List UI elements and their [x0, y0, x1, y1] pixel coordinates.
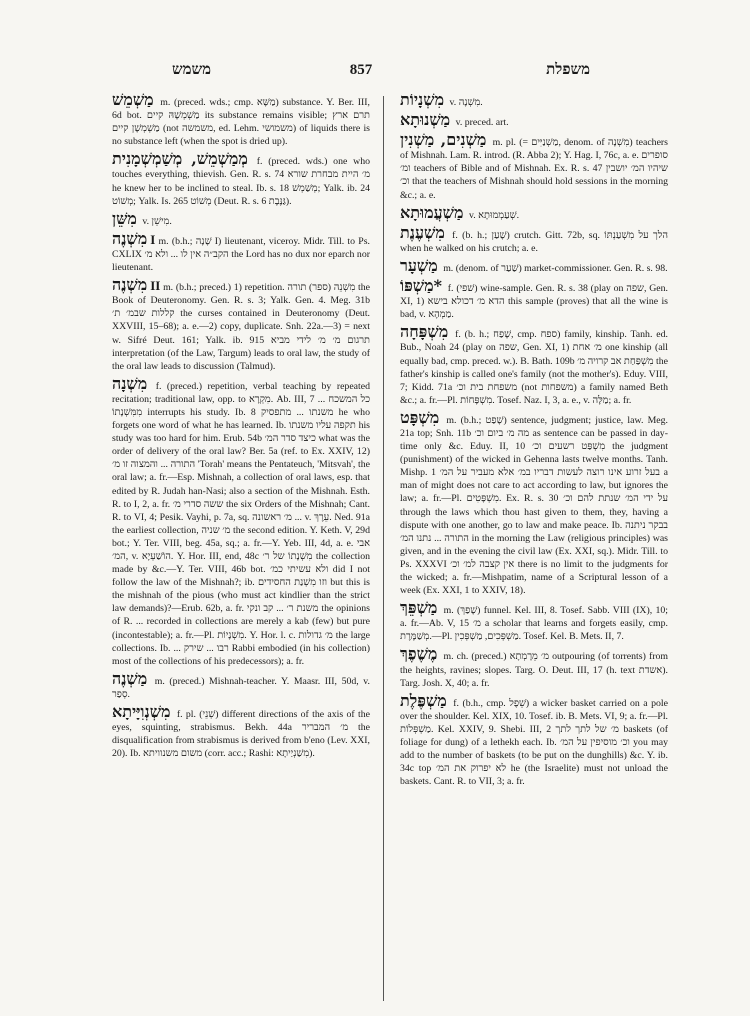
entry-text: f. (preced. wds.) one who touches everything, thievish. Gen. R. s. 74 מ׳ היית מבחרת שורא he knew her to be inclined to steal. Ib. s. 18 מְשַׁמְשׁ; Yalk. ib. 24 מְשׁוֹט; Yalk. Is. 265 מְשׁוֹט (Deut. R. s. 6 גַּנֶּבֶת). [112, 156, 370, 207]
headword: מַשְׁמֵשׁ [112, 92, 154, 109]
dictionary-entry [112, 151, 370, 207]
column-divider [383, 96, 384, 1001]
dictionary-entry [400, 690, 668, 789]
headword: מִשְׁנֶה [112, 228, 148, 248]
sense-number: II [150, 278, 161, 294]
dictionary-entry [400, 132, 668, 201]
headword: מִשְׁעֶנֶת [400, 222, 445, 242]
entry-text: m. (preced. wds.; cmp. מַשָּׁא) substance. Y. Ber. III, 6d bot. מַשְׁמְשָׁהּ קיים its substance remains visible; תרם ארץ מַשְׁמְשָׁן קיים (not משמשה, ed. Lehm. משמושי) of liquids there is no substance left (when the spot is dried up). [112, 97, 370, 148]
headword: מַשְׁנֶה [112, 668, 148, 688]
headword: מַשְׁפֵּךְ [400, 598, 438, 618]
headword: מַשְׁנִים, מַשְׁנִין [400, 130, 487, 150]
dictionary-entry [112, 92, 370, 148]
dictionary-entry [400, 92, 668, 109]
headword: מִשְׁפָּחָה [400, 322, 449, 342]
dictionary-entry [112, 373, 370, 668]
dictionary-entry [112, 277, 370, 373]
entry-text: f. (b. h.; שָׁפַח, cmp. ספח) family, kinship. Tanh. ed. Bub., Noah 24 (play on שפה, Gen. XI, 1) מ׳ אחת one kinship (all equally bad, cmp. preced. w.). B. Bath. 109b מִשְׁפַּחַת אב קרויה מ׳ the father's kinship is called one's family (not the mother's). Eduy. VIII, 7; Kidd. 71a משפחת בית וכ׳ (not משפחות) a family named Beth &c.; a. fr.—Pl. מִשְׁפָּחוֹת. Tosef. Naz. I, 3, a. e., v. מַלָּה; a. fr. [400, 329, 668, 406]
entry-text: v. מִשְׁנָה. [449, 97, 483, 108]
left-column [112, 92, 370, 1002]
dictionary-entry [400, 600, 668, 643]
headword: מִשְׁנָיוֹת [400, 92, 445, 109]
dictionary-entry [400, 222, 668, 255]
entry-text: v. preced. art. [455, 117, 509, 129]
dictionary-entry [112, 208, 370, 228]
page-number: 857 [349, 62, 373, 78]
headword: מִשְׁנְוִיָּיתָא [112, 702, 171, 722]
headword: מִשְׁפָּט [400, 407, 440, 427]
right-column [400, 92, 668, 1002]
entry-text: f. (b.h., cmp. שֵׁפֶל) a wicker basket carried on a pole over the shoulder. Kel. XIX, 10. Tosef. ib. B. Mets. VI, 9; a. fr.—Pl. מַשְׁפְּלוֹת. Kel. XXIV, 9. Shebi. III, 2 מ׳ של לתך לתך baskets (of foliage for dung) of a lethekh each. Ib. וכ׳ מוסיפין על המ׳ you may add to the number of baskets (to be put on the dunghills) &c. Y. ib. 34c top לא יפרוק את המ׳ he (the Israelite) must not unload the baskets. Cant. R. to VII, 3; a. fr. [400, 697, 668, 788]
entry-text: m. (b.h.; preced.) 1) repetition. מִשְׁנֵה (ספר) תורה the Book of Deuteronomy. Gen. R. s. 3; Yalk. Gen. 4. Meg. 31b קללות שבמ׳ ת׳ the curses contained in Deuteronomy (Deut. XXVIII, 15–68); a. e.—2) copy, duplicate. Snh. 22a.—3) = next w. Sifré Deut. 161; Yalk. ib. 915 תרגום מ׳ מ׳ לידי מביא interpretation (of the Law, Targum) leads to oral law, the study of the oral law leads to discussion (Talmud). [112, 282, 370, 372]
running-head-right: משפלת [546, 62, 590, 78]
page-header [112, 62, 610, 84]
dictionary-entry [400, 324, 668, 407]
headword: מַשְׁעָר [400, 255, 438, 275]
running-head-left: משמש [172, 62, 212, 78]
entry-text: f. (b. h.; שָׁעַן) crutch. Gitt. 72b, sq. הלך על מִשְׁעַנְתּוֹ when he walked on his crutch; a. e. [400, 229, 668, 254]
entry-text: f. (preced.) repetition, verbal teaching by repeated recitation; traditional law, opp. to מִקְרָא. Ab. III, 7 כל המשכח ... מִמִּשְׁנָתוֹ interrupts his study. Ib. 8 משנתו ... מתפסיק he who forgets one word of what he has learned. Ib. תקפה עליו משנתו his study was too hard for him. Erub. 54b כיצד סדר המ׳ what was the order of delivery of the oral law? Ber. 5a (ref. to Ex. XXIV, 12) התורה ... והמצוה זו מ׳ 'Torah' means the Pentateuch, 'Mitsvah', the oral law; a. fr.—Esp. Mishnah, a collection of oral laws, esp. that edited by R. Judah han-Nasi; also a section of the Mishnah. Esth. R. to I, 2, a. fr. ששה סדרי מ׳ the six Orders of the Mishnah; Cant. R. to VI, 4; Pesik. Vayhi, p. 7a, sq. מ׳ ראשונה ... v. עֵרֶךְ. Ned. 91a the earliest collection, מ׳ שניה the second edition. Y. Keth. V, 29d bot.; Y. Ter. VIII, beg. 45a, sq.; a. fr.—Y. Yeb. III, 4d, a. e. אבי המ׳, v. הוֹשַׁעְיָא. Y. Hor. III, end, 48c מִשְׁנָתוֹ של ר׳ the collection made by &c.—Y. Ter. VIII, 46b bot. ולא עשיתי כמ׳ did I not follow the law of the Mishnah?; ib. וזו מִשְׁנַת החסידים but this is the mishnah of the pious (who must act kindlier than the strict law demands)?—Erub. 62b, a. fr. משנת ר׳ ... קב ונקי the opinions of R. ... recorded in collections are merely a kab (few) but pure (incontestable); a. fr.—Pl. מִשְׁנָיוֹת. Y. Hor. l. c. מ׳ גדולות the large collections. Ib. ... רבו ... שירק Rabbi embodied (in his collection) most of the collections of his predecessors); a. fr. [112, 380, 370, 667]
entry-text: m. (שָׁפַךְ) funnel. Kel. III, 8. Tosef. Sabb. VIII (IX), 10; a. fr.—Ab. V, 15 מ׳ a scholar that learns and forgets easily, cmp. מְשַׁמֶּרֶת.—Pl. מַשְׁפְּכִים, מַשְׁפְּכִין. Tosef. Kel. B. Mets. II, 7. [400, 605, 668, 643]
entry-text: f. (שׁפי) wine-sample. Gen. R. s. 38 (play on שפה, Gen. XI, 1) הדא מ׳ דכולא בישא this sample (proves) that all the wine is bad, v. מַמְהָא. [400, 283, 668, 321]
dictionary-entry [112, 228, 370, 274]
entry-text: m. (preced.) Mishnah-teacher. Y. Maasr. III, 50d, v. סְפַר. [112, 675, 370, 700]
entry-text: v. מִישֵׁן. [142, 215, 172, 227]
headword: מִשֵּׁן [112, 208, 137, 228]
dictionary-entry [400, 278, 668, 321]
headword: מִשְׁנָה [112, 373, 148, 393]
headword: מַשְׁפֶּלֶת [400, 690, 447, 710]
dictionary-entry [400, 202, 668, 222]
entry-text: v. שְׁעַמְמוּתָא. [468, 209, 520, 221]
headword: *מַשְׁפּוֹ [400, 276, 442, 296]
dictionary-entry [112, 704, 370, 760]
headword: מְמַשְׁמֵשׁ, מְשַׁמְשְׁמָנִית [112, 149, 248, 169]
entry-text: f. pl. (שְׁנֵי) different directions of the axis of the eyes, squinting, strabismus. Bekh. 44a מ׳ המבריר the disqualification from strabismus is derived from b'eno (Lev. XXI, 20). Ib. משום משנוויתא (corr. acc.; Rashi: מִשַׁנְיַיתָא). [112, 709, 370, 760]
headword: מִשְׁנֶה [112, 275, 148, 295]
entry-text: m. ch. (preced.) מ׳ מֵרָמְתָא outpouring (of torrents) from the heights, ravines; slopes. Targ. O. Deut. III, 17 (h. text אשדת). Targ. Josh. X, 40; a. fr. [400, 651, 668, 689]
entry-text: m. (b.h.; שָׁפַט) sentence, judgment; justice, law. Meg. 21a top; Snh. 11b מה מ׳ ביום וכ׳ as sentence can be passed in day-time only &c. Eduy. II, 10 מִשְׁפַּט רשעים וכ׳ the judgment (punishment) of the wicked in Gehenna lasts twelve months. Tanh. Mishp. 1 בעל זרוע אינו רוצה לעשות דבריו במ׳ אלא מעביר על המ׳ a man of might does not care to act according to law, but ignores the law; a. fr.—Pl. מִשְׁפָּטִים. Ex. R. s. 30 על ידי המ׳ שנתת להם וכ׳ through the laws which thou hast given to them, they, having a dispute with one another, go to law and make peace. Ib. בבקר ניתנה התורה ... נתנו המ׳ in the morning the Law (religious principles) was given, and in the evening the civil law (Ex. XXI, sq.). Midr. Till. to Ps. XXXVI אין קצבה למ׳ וכ׳ there is no limit to the judgments for the wicked; a. fr.—Mishpatim, name of a Scriptural lesson of a week (Ex. XXI, 1 to XXIV, 18). [400, 414, 668, 597]
entry-text: m. (denom. of שַׁעַר) market-commissioner. Gen. R. s. 98. [443, 262, 668, 274]
dictionary-entry [400, 112, 668, 129]
headword: מַשְׁעֲמוּתָא [400, 202, 464, 222]
dictionary-entry [112, 668, 370, 701]
dictionary-entry [400, 646, 668, 689]
headword: מֶשֶׁפֶךְ [400, 644, 438, 664]
entry-text: m. pl. (= מַשְׁנַיִּים, denom. of מִשְׁנָה) teachers of Mishnah. Lam. R. introd. (R. Abba 2); Y. Hag. I, 76c, a. e. סופרים ומ׳ teachers of Bible and of Mishnah. Ex. R. s. 47 שיהיו המ׳ יושבין וכ׳ that the teachers of Mishnah should hold sessions in the morning &c.; a. e. [400, 137, 668, 201]
sense-number: I [150, 231, 156, 247]
entry-text: m. (b.h.; שָׁנָה I) lieutenant, viceroy. Midr. Till. to Ps. CXLIX הקב״ה אין לו ... ולא מ׳ the Lord has no dux nor eparch nor lieutenant. [112, 235, 370, 274]
dictionary-entry [400, 255, 668, 275]
dictionary-entry [400, 407, 668, 597]
headword: מַשְׁנוּתָא [400, 110, 451, 130]
